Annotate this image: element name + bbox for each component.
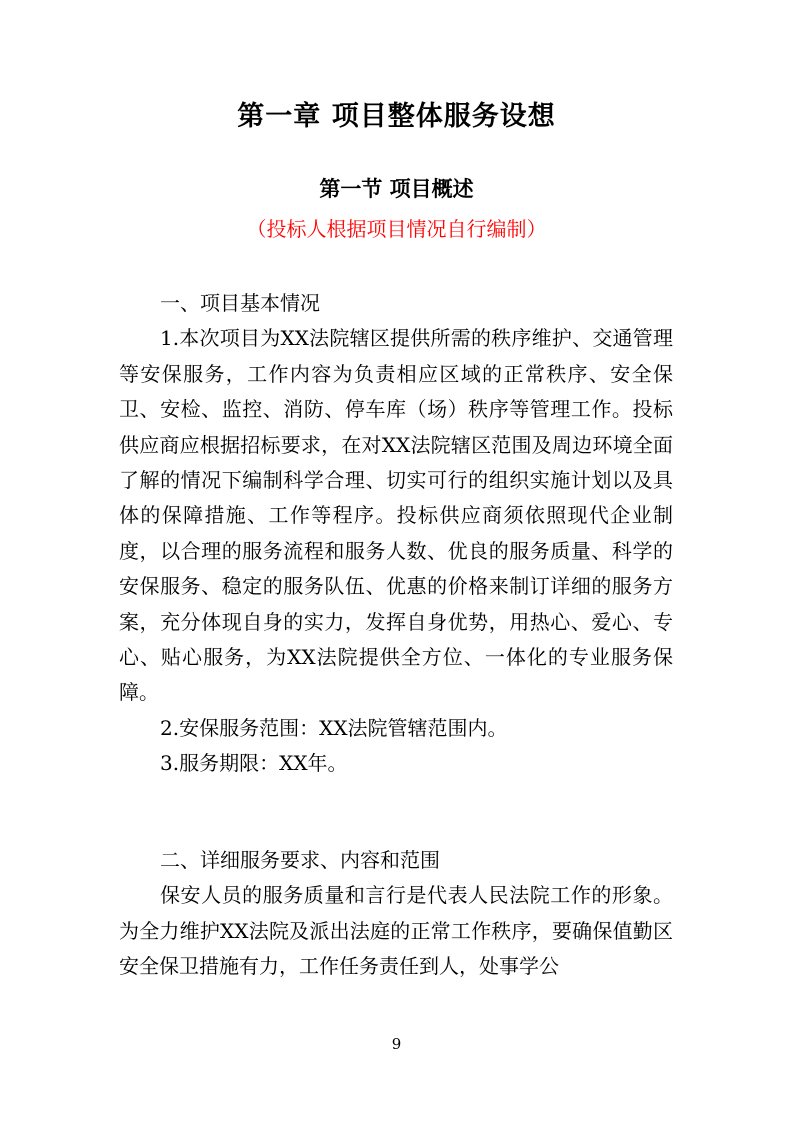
chapter-title: 第一章 项目整体服务设想 — [237, 101, 556, 132]
part2-paragraph-1: 保安人员的服务质量和言行是代表人民法院工作的形象。为全力维护XX法院及派出法庭的正常工作秩序，要确保值勤区安全保卫措施有力，工作任务责任到人，处事学公 — [119, 883, 673, 979]
part1-paragraph-2: 2.安保服务范围：XX法院管辖范围内。 — [160, 715, 508, 740]
page-number: 9 — [391, 1035, 402, 1053]
section-title: 第一节 项目概述 — [319, 177, 474, 201]
part2-heading: 二、详细服务要求、内容和范围 — [160, 848, 440, 872]
section-note: （投标人根据项目情况自行编制） — [246, 217, 547, 241]
part1-paragraph-3: 3.服务期限：XX年。 — [160, 751, 348, 776]
part1-heading: 一、项目基本情况 — [160, 291, 320, 315]
part2-block — [119, 843, 673, 985]
part1-block — [119, 286, 673, 782]
part1-paragraph-1: 1.本次项目为XX法院辖区提供所需的秩序维护、交通管理等安保服务，工作内容为负责相应区域的正常秩序、安全保卫、安检、监控、消防、停车库（场）秩序等管理工作。投标供应商应根据招标要求，在对XX法院辖区范围及周边环境全面了解的情况下编制科学合理、切实可行的组织实施计划以及具体的保障措施、工作等程序。投标供应商须依照现代企业制度，以合理的服务流程和服务人数、优良的服务质量、科学的安保服务、稳定的服务队伍、优惠的价格来制订详细的服务方案，充分体现自身的实力，发挥自身优势，用热心、爱心、专心、贴心服务，为XX法院提供全方位、一体化的专业服务保障。 — [119, 326, 673, 705]
